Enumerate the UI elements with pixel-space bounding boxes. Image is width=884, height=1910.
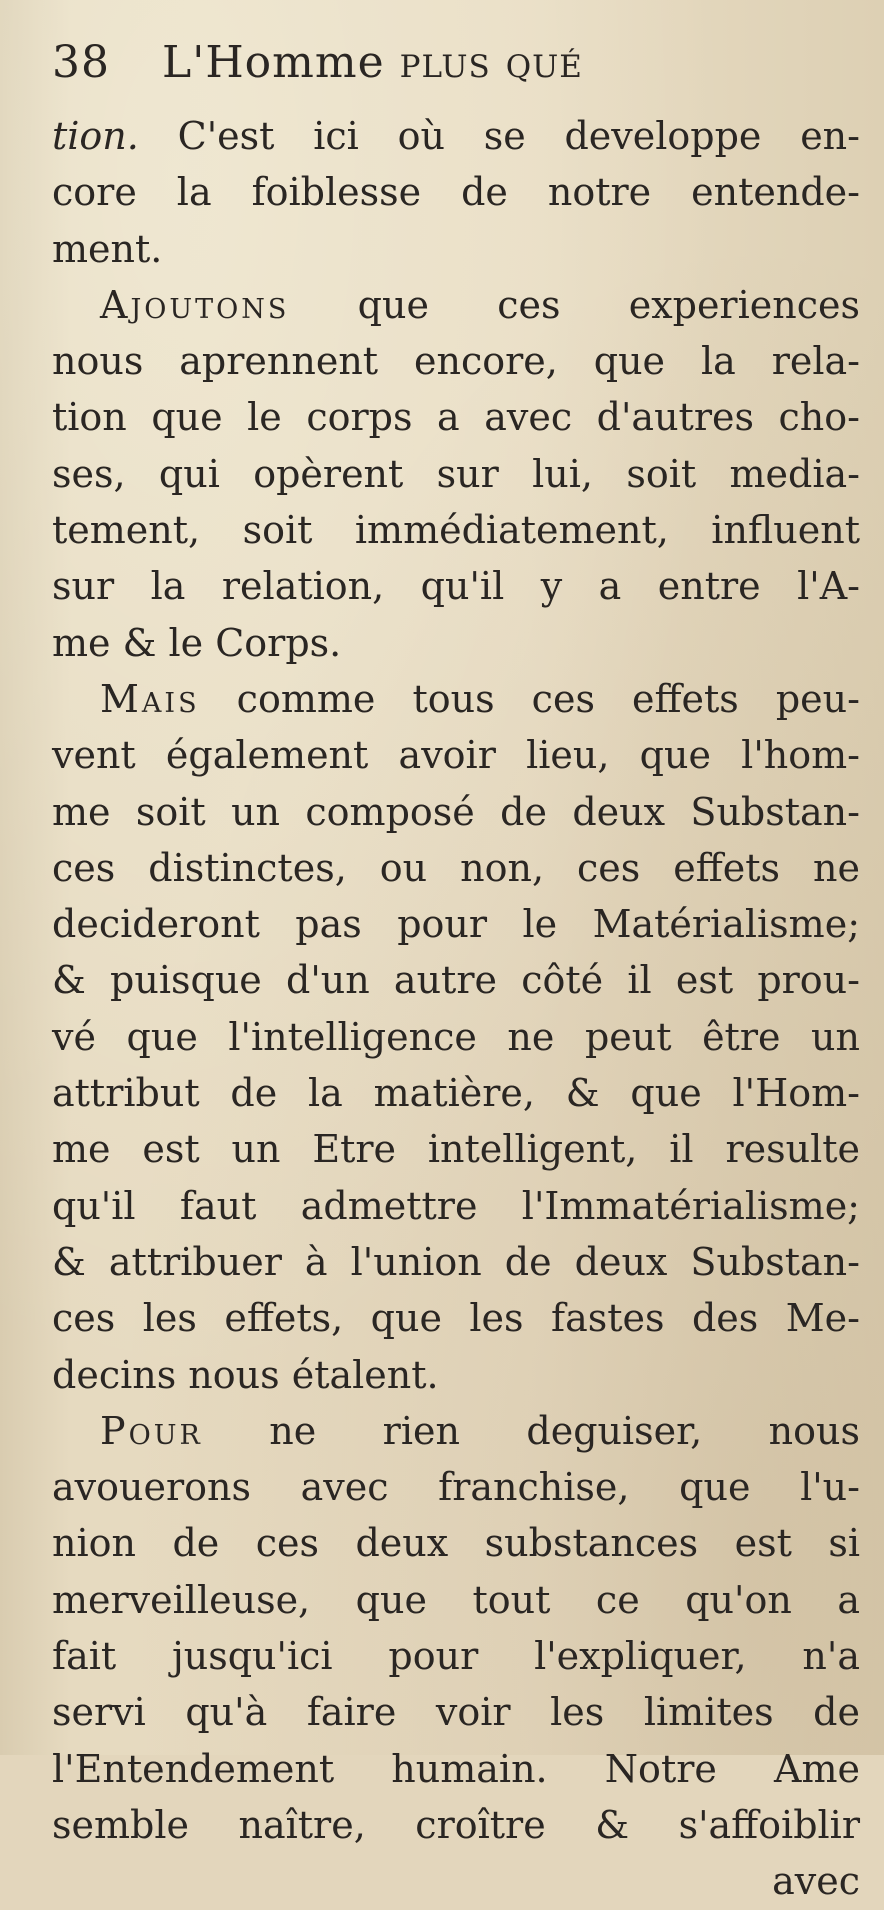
text-line: decins nous étalent. [52, 1352, 439, 1397]
text-line: semble naître, croître & s'affoiblir [52, 1802, 860, 1847]
catchword: avec [772, 1859, 860, 1904]
line-text: C'est ici où se developpe en- [138, 114, 860, 158]
body-text [52, 108, 860, 1910]
text-line: ces les effets, que les fastes des Me- [52, 1296, 860, 1341]
text-line: nion de ces deux substances est si [52, 1521, 860, 1566]
text-line: attribut de la matière, & que l'Hom- [52, 1071, 860, 1116]
small-caps-lead: Ajoutons [100, 282, 290, 327]
page-number: 38 [52, 37, 110, 88]
text-line: fait jusqu'ici pour l'expliquer, n'a [52, 1634, 860, 1679]
text-line: & attribuer à l'union de deux Substan- [52, 1239, 860, 1284]
text-line [52, 671, 860, 727]
text-line: core la foiblesse de notre entende- [52, 170, 860, 215]
text-line: nous aprennent encore, que la rela- [52, 339, 860, 384]
text-line [52, 108, 860, 164]
text-line: vé que l'intelligence ne peut être un [52, 1014, 860, 1059]
small-caps-lead: Mais [100, 676, 200, 721]
text-line: decideront pas pour le Matérialisme; [52, 902, 860, 947]
text-line: ses, qui opèrent sur lui, soit media- [52, 451, 860, 496]
text-line: ment. [52, 226, 163, 271]
text-line [52, 277, 860, 333]
text-line: ces distinctes, ou non, ces effets ne [52, 845, 860, 890]
text-line: & puisque d'un autre côté il est prou- [52, 958, 860, 1003]
text-line: me est un Etre intelligent, il resulte [52, 1127, 860, 1172]
text-line: me & le Corps. [52, 620, 342, 665]
text-line: l'Entendement humain. Notre Ame [52, 1746, 860, 1791]
text-line: tion que le corps a avec d'autres cho- [52, 395, 860, 440]
running-head [52, 28, 852, 98]
text-line: sur la relation, qu'il y a entre l'A- [52, 564, 860, 609]
running-title-caps: L'Homme [162, 37, 385, 88]
line-text: comme tous ces effets peu- [199, 676, 860, 721]
running-title-small-caps: plus qué [399, 37, 583, 88]
italic-lead: tion. [52, 114, 139, 158]
line-text: que ces experiences [289, 282, 860, 327]
text-line: servi qu'à faire voir les limites de [52, 1690, 860, 1735]
text-line: me soit un composé de deux Substan- [52, 789, 860, 834]
text-line: merveilleuse, que tout ce qu'on a [52, 1577, 860, 1622]
text-line: qu'il faut admettre l'Immatérialisme; [52, 1183, 860, 1228]
text-line: vent également avoir lieu, que l'hom- [52, 733, 860, 778]
text-line: avouerons avec franchise, que l'u- [52, 1465, 860, 1510]
paragraph-1 [52, 108, 860, 277]
paragraph-2 [52, 277, 860, 671]
text-line: tement, soit immédiatement, influent [52, 508, 860, 553]
paragraph-4 [52, 1403, 860, 1853]
small-caps-lead: Pour [100, 1408, 203, 1453]
paragraph-3 [52, 671, 860, 1403]
line-text: ne rien deguiser, nous [202, 1408, 860, 1453]
text-line [52, 1403, 860, 1459]
